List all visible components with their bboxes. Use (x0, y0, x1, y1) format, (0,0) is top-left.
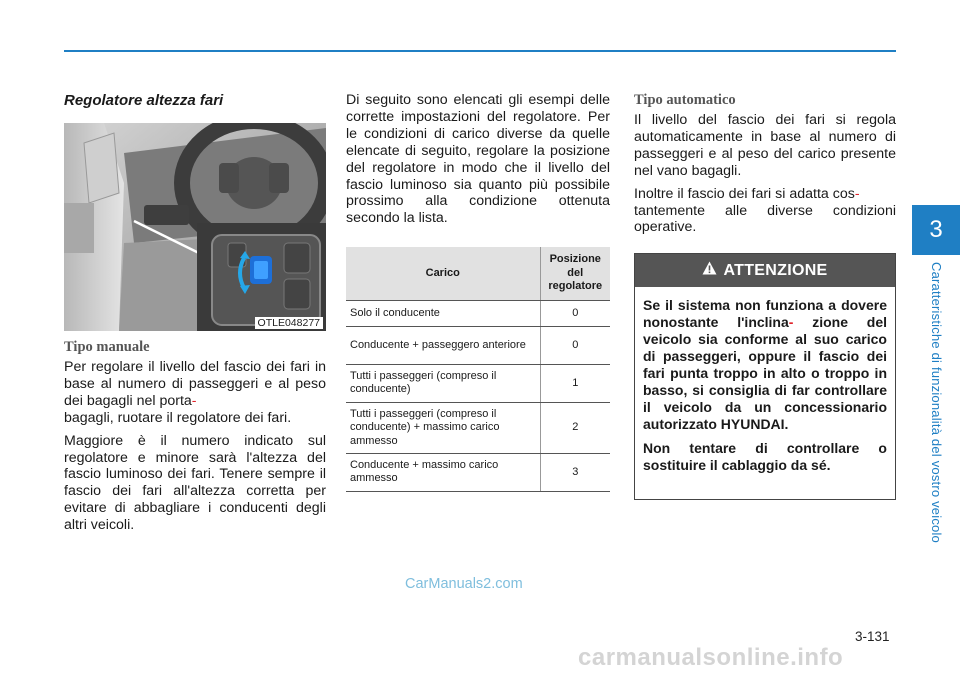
manual-type-heading: Tipo manuale (64, 339, 150, 355)
watermark-site: carmanualsonline.info (578, 644, 844, 671)
table-row: Conducente + massimo carico ammesso 3 (346, 453, 610, 491)
dashboard-illustration (64, 123, 326, 331)
table-row: Tutti i passeggeri (compreso il conducente) + massimo carico ammesso 2 (346, 402, 610, 453)
warning-paragraph-1: Se il sistema non funziona a dovere nonostante l'inclina- zione del veicolo sia conforme al suo carico di passeggeri, oppure il fascio dei fari punta troppo in alto o troppo in basso, si consiglia di far controllare il veicolo da un concessionario autorizzato HYUNDAI. (643, 297, 887, 432)
manual-paragraph-1: Per regolare il livello del fascio dei fari in base al numero di passeggeri e al peso dei bagagli nel porta- bagagli, ruotare il regolatore dei fari. (64, 359, 326, 426)
column-middle (346, 92, 610, 492)
automatic-type-heading: Tipo automatico (634, 92, 736, 108)
warning-header (635, 254, 895, 287)
table-row: Tutti i passeggeri (compreso il conducente) 1 (346, 364, 610, 402)
watermark-carmanuals: CarManuals2.com (405, 576, 523, 592)
warning-paragraph-2: Non tentare di controllare o sostituire il cablaggio da sé. (643, 439, 887, 473)
table-row: Conducente + passeggero anteriore 0 (346, 326, 610, 364)
chapter-title: Caratteristiche di funzionalità del vostro veicolo (929, 262, 944, 543)
automatic-paragraph-1: Il livello del fascio dei fari si regola automaticamente in base al numero di passeggeri e al peso del carico presente nel vano bagagli. (634, 112, 896, 179)
warning-box (634, 253, 896, 500)
top-rule (64, 50, 896, 52)
warning-triangle-icon (702, 261, 717, 280)
page-number: 3-131 (855, 629, 890, 644)
header-position: Posizione del regolatore (540, 247, 610, 300)
manual-paragraph-2: Maggiore è il numero indicato sul regolatore e minore sarà l'altezza del fascio luminoso dei fari. Tenere sempre il fascio dei fari all'altezza corretta per evitare di abbagliare i conducenti degli altri veicoli. (64, 432, 326, 534)
automatic-paragraph-2: Inoltre il fascio dei fari si adatta cos- tantemente alle diverse condizioni operative. (634, 185, 896, 236)
image-code: OTLE048277 (255, 317, 323, 329)
table-row: Solo il conducente 0 (346, 300, 610, 326)
leveling-settings-table (346, 247, 610, 492)
warning-title: ATTENZIONE (723, 261, 828, 279)
warning-body (635, 287, 895, 473)
headlamp-leveling-photo (64, 123, 326, 331)
section-heading: Regolatore altezza fari (64, 92, 224, 109)
chapter-tab (912, 205, 960, 255)
header-load: Carico (346, 247, 540, 300)
column-right (634, 92, 896, 500)
chapter-number: 3 (929, 216, 943, 243)
settings-intro: Di seguito sono elencati gli esempi delle corrette impostazioni del regolatore. Per le condizioni di carico diverse da quelle elencate di seguito, regolare la posizione del regolatore in modo che il livello del fascio luminoso sia quanto più possibile prossimo alla condizione ottenuta secondo la lista. (346, 92, 610, 227)
column-left (64, 90, 326, 540)
